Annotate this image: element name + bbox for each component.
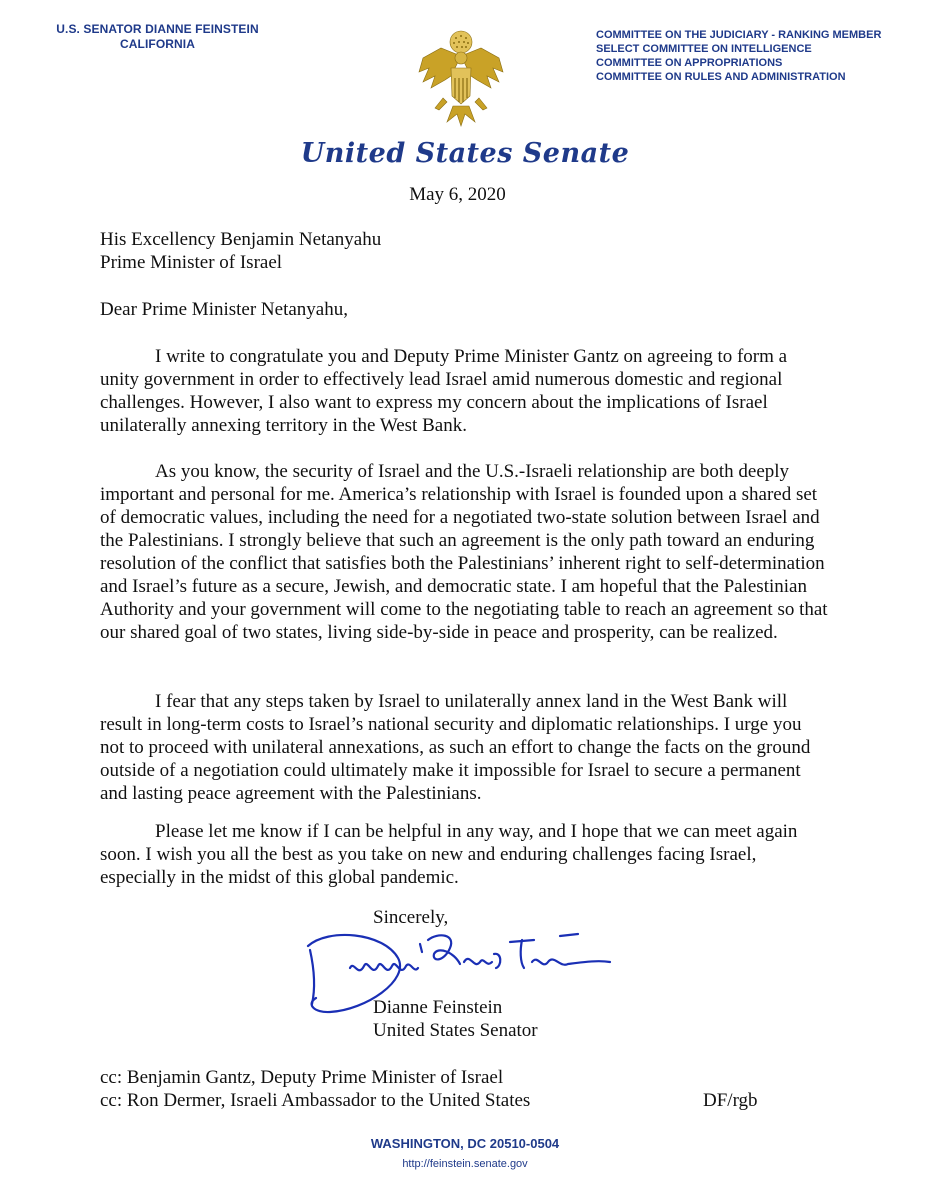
senate-seal-icon [413,28,509,128]
senator-state: CALIFORNIA [120,37,195,51]
letter-date: May 6, 2020 [409,184,506,205]
signer-title: United States Senator [373,1020,538,1041]
committee-list [596,28,906,84]
committee-item: COMMITTEE ON RULES AND ADMINISTRATION [596,71,846,83]
body-paragraph-1: I write to congratulate you and Deputy Prime Minister Gantz on agreeing to form a unity government in order to effectively lead Israel amid numerous domestic and regional challenges. However, I also want to express my concern about the implications of Israel unilaterally annexing territory in the West Bank. [100,346,788,436]
footer-url[interactable]: http://feinstein.senate.gov [402,1158,528,1170]
committee-item: COMMITTEE ON APPROPRIATIONS [596,57,783,69]
committee-item: SELECT COMMITTEE ON INTELLIGENCE [596,43,812,55]
senator-name: U.S. SENATOR DIANNE FEINSTEIN [56,22,259,36]
senator-header [40,22,275,52]
committee-item: COMMITTEE ON THE JUDICIARY - RANKING MEMBER [596,29,882,41]
signer-name: Dianne Feinstein [373,997,503,1018]
letterhead-title: United States Senate [300,138,630,169]
cc-line: cc: Benjamin Gantz, Deputy Prime Minister of Israel [100,1067,504,1088]
signer-block [373,996,673,1042]
recipient-block [100,228,800,274]
footer-address: WASHINGTON, DC 20510-0504 [370,1136,560,1151]
recipient-title: Prime Minister of Israel [100,252,283,273]
body-paragraph-3: I fear that any steps taken by Israel to unilaterally annex land in the West Bank will result in long-term costs to Israel’s national security and diplomatic relationships. I urge you not to proceed with unilateral annexations, as such an effort to change the facts on the ground outside of a negotiation could ultimately make it impossible for Israel to secure a permanent and lasting peace agreement with the Palestinians. [100,691,811,804]
salutation: Dear Prime Minister Netanyahu, [100,299,348,320]
cc-list [100,1066,660,1112]
body-paragraph-4: Please let me know if I can be helpful in any way, and I hope that we can meet again soon. I wish you all the best as you take on new and enduring challenges facing Israel, especially in the midst of this global pandemic. [100,821,798,888]
closing: Sincerely, [373,907,449,928]
recipient-name: His Excellency Benjamin Netanyahu [100,229,382,250]
typist-initials: DF/rgb [703,1090,758,1111]
body-paragraph-2: As you know, the security of Israel and the U.S.-Israeli relationship are both deeply important and personal for me. America’s relationship with Israel is founded upon a shared set of democratic values, including the need for a negotiated two-state solution between Israel and the Palestinians. I strongly believe that such an agreement is the only path toward an enduring resolution of the conflict that satisfies both the Palestinians’ inherent right to self-determination and Israel’s future as a secure, Jewish, and democratic state. I am hopeful that the Palestinian Authority and your government will come to the negotiating table to reach an agreement so that our shared goal of two states, living side-by-side in peace and prosperity, can be realized. [100,461,828,643]
cc-line: cc: Ron Dermer, Israeli Ambassador to the United States [100,1090,531,1111]
